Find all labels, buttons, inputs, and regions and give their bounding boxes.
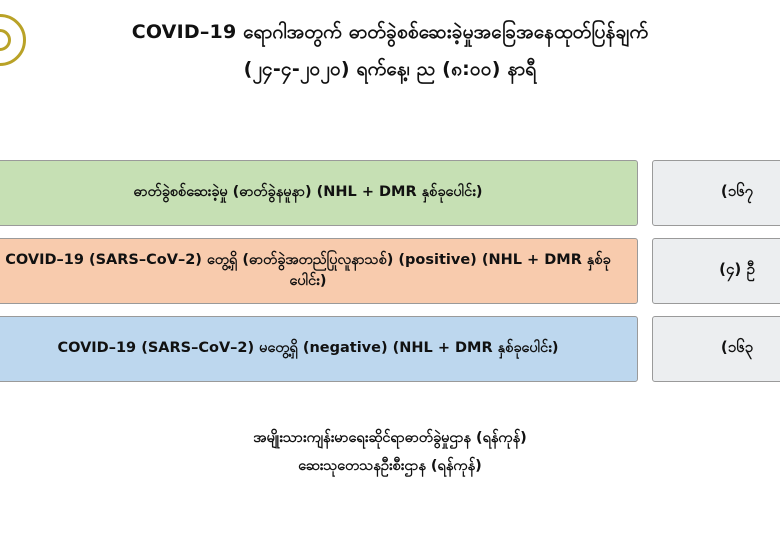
table-row: [0, 238, 780, 304]
footer-credits: [0, 425, 780, 480]
row-value-text: (၄) ဦ: [719, 260, 755, 278]
title-line-secondary: (၂၄-၄-၂၀၂၀) ရက်နေ့၊ ည (၈:၀၀) နာရီ: [243, 58, 537, 81]
table-row: [0, 160, 780, 226]
row-label-positive: [0, 238, 638, 304]
page-title: [0, 0, 780, 85]
footer-line-lab: အမျိုးသားကျန်းမာရေးဆိုင်ရာဓာတ်ခွဲမှုဌာန (ရန်ကုန်): [253, 430, 527, 446]
row-value-text: (၁၆၃: [720, 338, 754, 356]
table-row: [0, 316, 780, 382]
row-value-negative: [652, 316, 780, 382]
row-label-negative: [0, 316, 638, 382]
row-label-text: COVID–19 (SARS–CoV–2) တွေ့ရှိ (ဓာတ်ခွဲအတည်ပြုလူနာသစ်) (positive) (NHL + DMR နှစ်ခုပေါင်း): [5, 251, 611, 289]
row-label-tested: [0, 160, 638, 226]
title-line-primary: COVID–19 ရောဂါအတွက် ဓာတ်ခွဲစစ်ဆေးခဲ့မှုအခြေအနေထုတ်ပြန်ချက်: [131, 21, 649, 43]
row-label-text: COVID–19 (SARS–CoV–2) မတွေ့ရှိ (negative) (NHL + DMR နှစ်ခုပေါင်း): [57, 340, 559, 357]
row-value-text: (၁၆၇: [720, 182, 754, 200]
row-value-tested: [652, 160, 780, 226]
row-label-text: ဓာတ်ခွဲစစ်ဆေးခဲ့မှု (ဓာတ်ခွဲနမူနာ) (NHL + DMR နှစ်ခုပေါင်း): [133, 184, 483, 201]
statistics-rows: [0, 160, 780, 394]
footer-line-department: ဆေးသုတေသနဦးစီးဌာန (ရန်ကုန်): [298, 457, 482, 474]
row-value-positive: [652, 238, 780, 304]
